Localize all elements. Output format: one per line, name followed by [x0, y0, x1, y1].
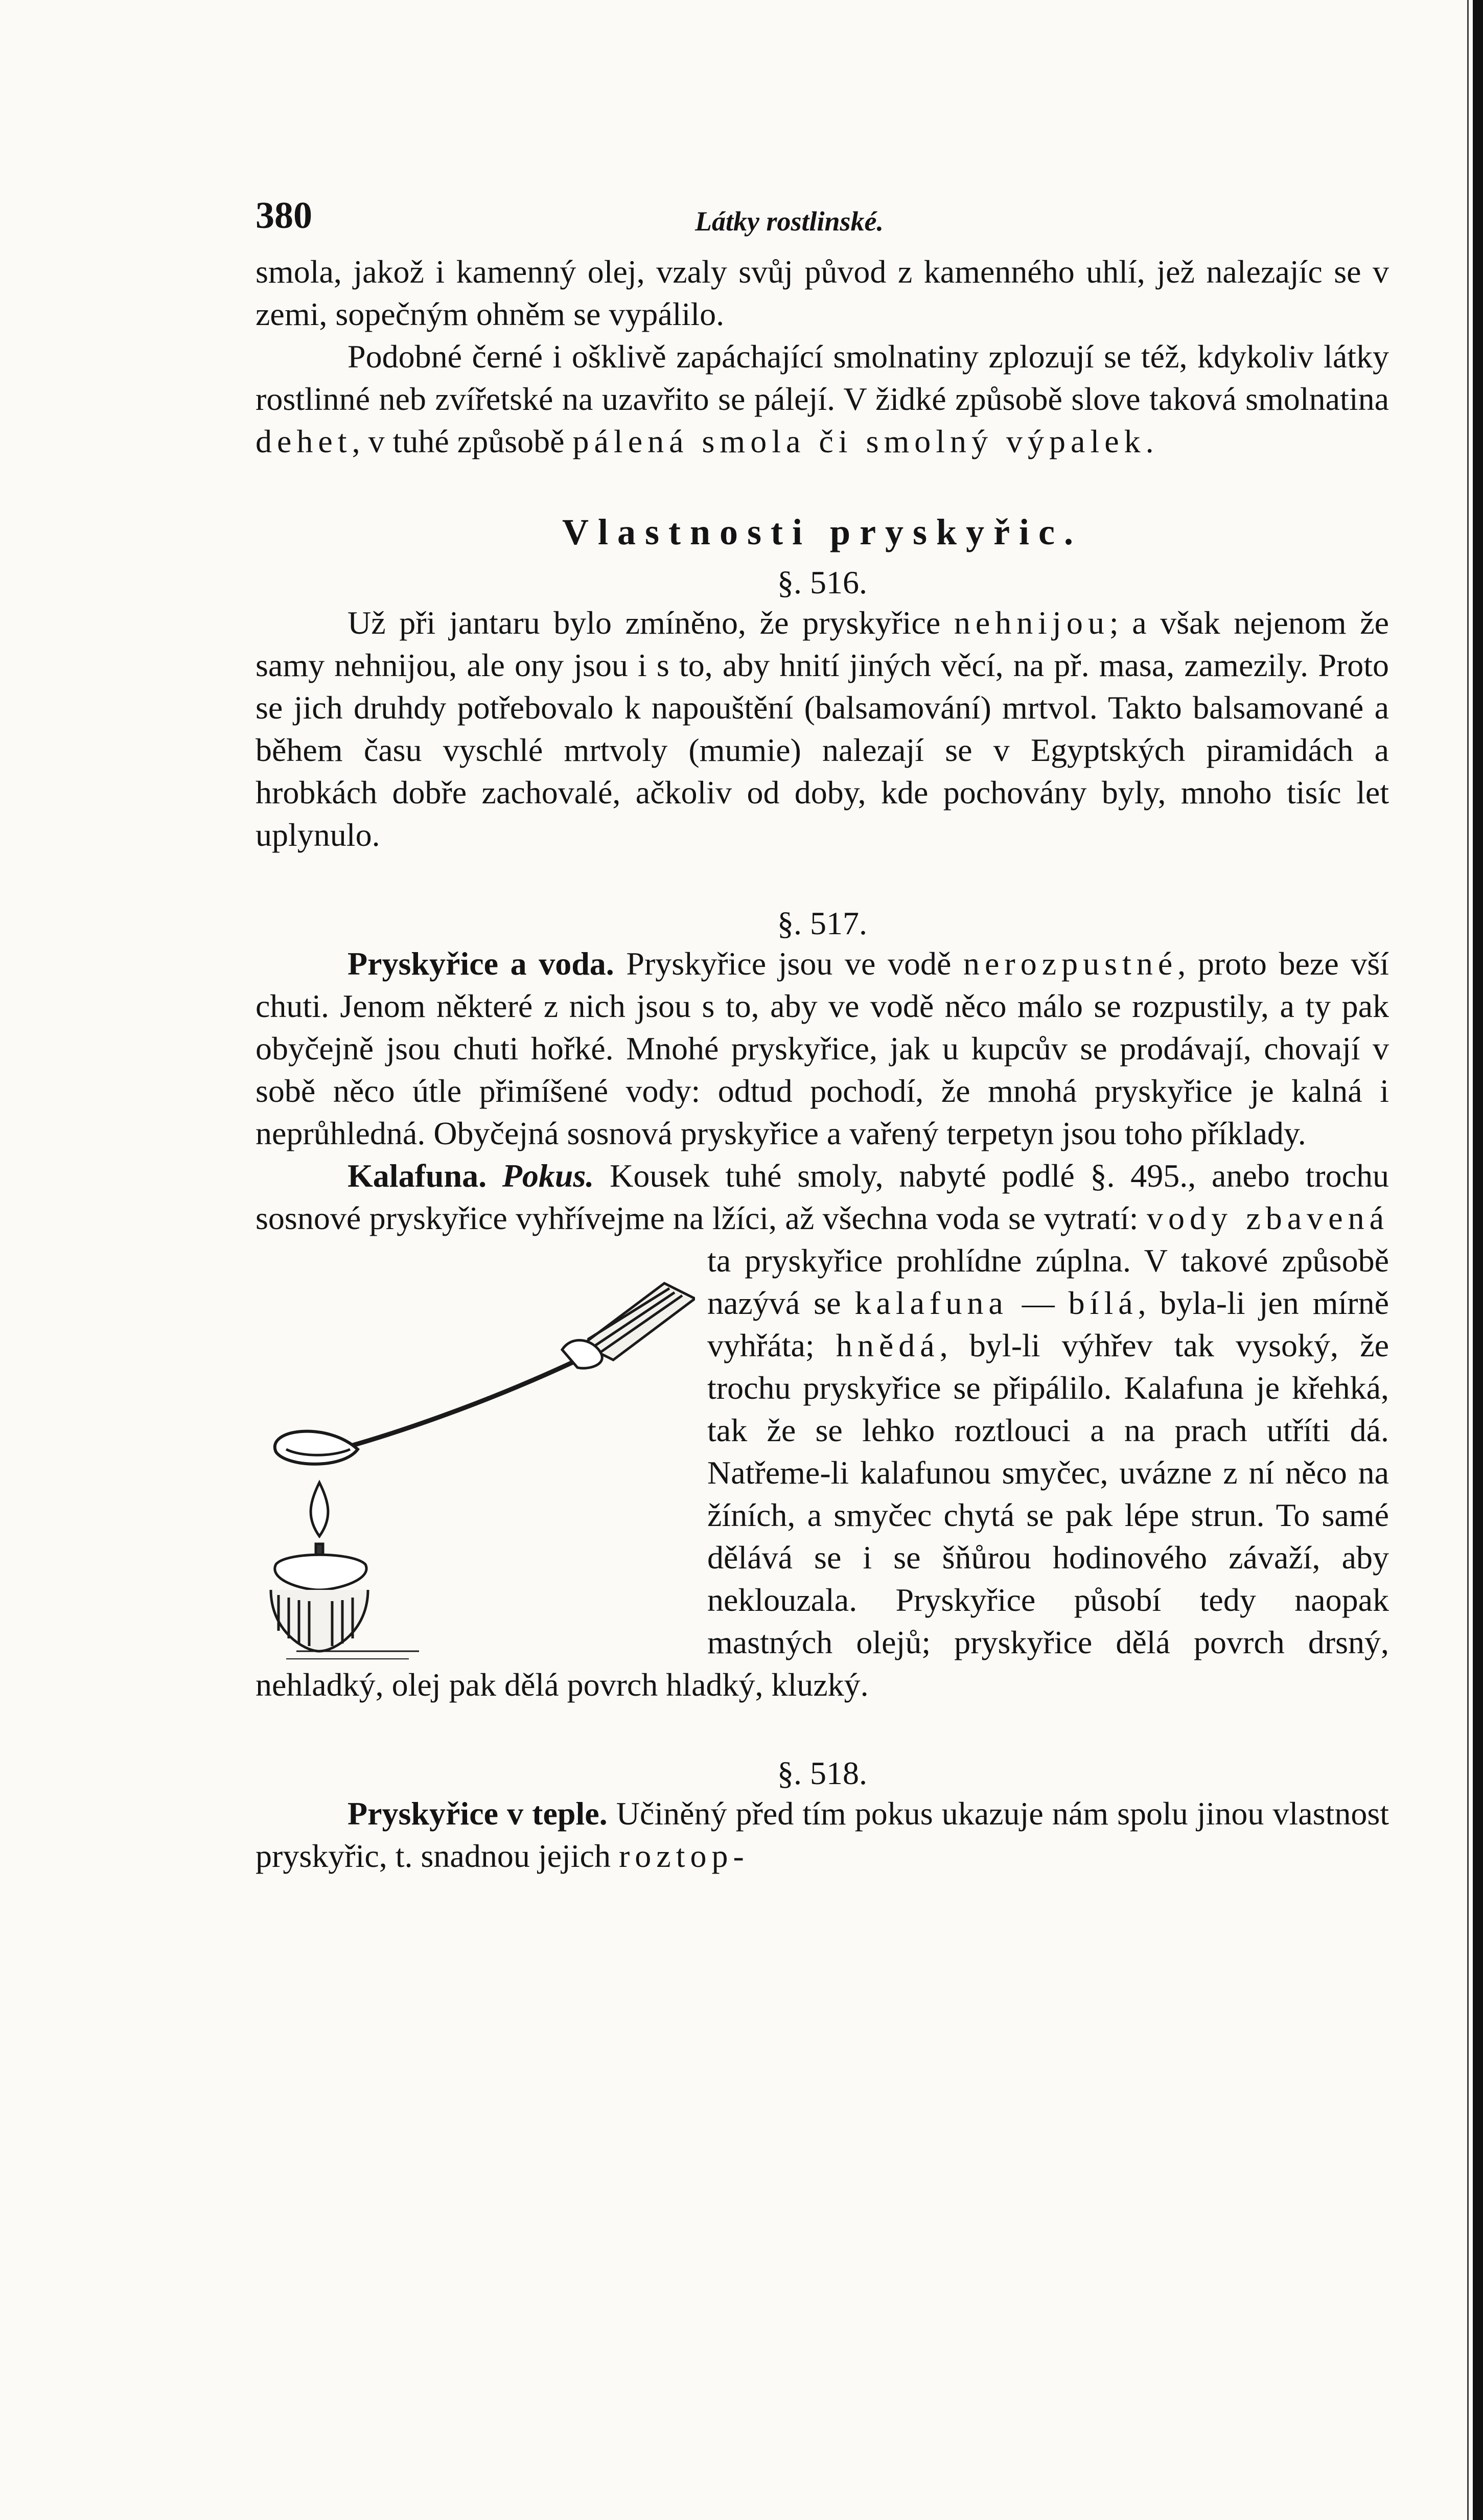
section-517-text: Pryskyřice a voda. Pryskyřice jsou ve vodě nerozpustné, proto beze vší chuti. Jenom některé z nich jsou s to, aby ve vodě něco málo se rozpustily, a ty pak obyčejně jsou chuti hořké. Mnohé pryskyřice, jak u kupcův se prodávají, chovají v sobě něco útle přimíšené vody: odtud pochodí, že mnohá pryskyřice je kalná i neprůhledná. Obyčejná sosnová pryskyřice a vařený terpetyn jsou toho příklady. [256, 945, 1389, 1151]
section-518-number: §. 518. [777, 1755, 867, 1791]
kalafuna-paragraph: Kalafuna. Pokus. Kousek tuhé smoly, nabyté podlé §. 495., anebo trochu sosnové pryskyřice vyhřívejme na lžíci, až všechna voda se vytratí: vody zbavená ta pryskyřice prohlídne zúplna. V takové způsobě nazývá se kalafuna — bílá, byla-li jen mírně vyhřáta; hnědá, byl-li výhřev tak vysoký, že trochu pryskyřice se připálilo. Kalafuna je křehká, tak že se lehko roztlouci a na prach utříti dá. Natřeme-li kalafunou smyčec, uvázne z ní něco na žíních, a smyčec chytá se pak lépe strun. To samé dělává se i se šňůrou hodinového závaží, aby neklouzala. Pryskyřice působí tedy naopak mastných olejů; pryskyřice dělá povrch drsný, nehladký, olej pak dělá povrch hladký, kluzký. [256, 1158, 1389, 1703]
section-518-text: Pryskyřice v teple. Učiněný před tím pokus ukazuje nám spolu jinou vlastnost pryskyřic, t. snadnou jejich roztop- [256, 1795, 1389, 1874]
section-516-number: §. 516. [777, 564, 867, 600]
scan-edge-line [1467, 0, 1469, 2520]
section-517-number: §. 517. [777, 905, 867, 941]
spoon-over-lamp-illustration [256, 1242, 695, 1661]
spoon-over-lamp-icon [256, 1242, 695, 1661]
running-title: Látky rostlinské. [695, 206, 884, 237]
scan-edge [1473, 0, 1483, 2520]
section-516-text: Už při jantaru bylo zmíněno, že pryskyřice nehnijou; a však nejenom že samy nehnijou, ale ony jsou i s to, aby hnití jiných věcí, na př. masa, zamezily. Proto se jich druhdy potřebovalo k napouštění (balsamování) mrtvol. Takto balsamované a během času vyschlé mrtvoly (mumie) nalezají se v Egyptských piramidách a hrobkách dobře zachovalé, ačkoliv od doby, kde pochovány byly, mnoho tisíc let uplynulo. [256, 605, 1389, 853]
paragraph-intro-1: smola, jakož i kamenný olej, vzaly svůj původ z kamenného uhlí, jež nalezajíc se v zemi, sopečným ohněm se vypálilo. [256, 253, 1389, 332]
page-header [256, 194, 1389, 250]
chapter-heading: Vlastnosti pryskyřic. [562, 512, 1083, 552]
page-number: 380 [256, 195, 312, 237]
book-page [256, 194, 1389, 1877]
paragraph-intro-2: Podobné černé i ošklivě zapáchající smolnatiny zplozují se též, kdykoliv látky rostlinné neb zvířetské na uzavřito se pálejí. V židké způsobě slove taková smolnatina dehet, v tuhé způsobě pálená smola či smolný výpalek. [256, 338, 1389, 459]
